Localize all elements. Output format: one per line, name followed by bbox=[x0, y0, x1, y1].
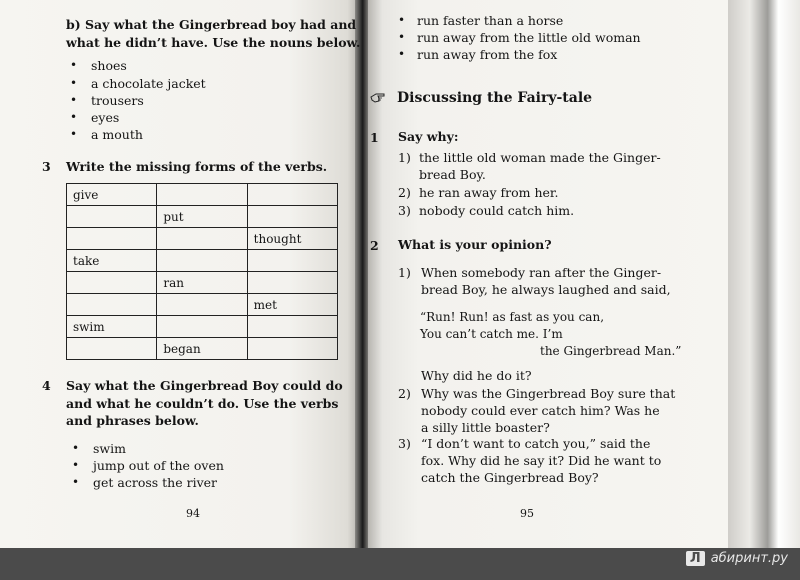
table-cell bbox=[247, 250, 337, 272]
table-cell: take bbox=[67, 250, 157, 272]
question-text: fox. Why did he say it? Did he want to bbox=[421, 453, 662, 468]
bullet-dot: • bbox=[398, 30, 406, 44]
table-row bbox=[67, 272, 338, 294]
bullet-dot: • bbox=[398, 13, 406, 27]
list-item: run away from the little old woman bbox=[417, 30, 641, 45]
book-gutter bbox=[355, 0, 369, 548]
table-cell bbox=[157, 250, 247, 272]
table-cell bbox=[67, 272, 157, 294]
list-item: swim bbox=[93, 441, 126, 456]
exercise-number: 4 bbox=[42, 378, 51, 393]
exercise-number: 3 bbox=[42, 159, 51, 174]
quote-line: You can’t catch me. I’m bbox=[420, 327, 563, 341]
question-text: a silly little boaster? bbox=[421, 420, 550, 435]
bullet-dot: • bbox=[72, 458, 80, 472]
ex3-instruction: Write the missing forms of the verbs. bbox=[66, 159, 328, 174]
list-item: run away from the fox bbox=[417, 47, 558, 62]
list-item: he ran away from her. bbox=[419, 185, 559, 200]
item-label: 1) bbox=[398, 265, 411, 280]
table-cell bbox=[247, 338, 337, 360]
table-row bbox=[67, 294, 338, 316]
table-cell bbox=[67, 338, 157, 360]
table-cell bbox=[157, 184, 247, 206]
ex-b-line1: b) Say what the Gingerbread boy had and bbox=[66, 17, 357, 32]
table-row bbox=[67, 228, 338, 250]
quote-line: the Gingerbread Man.” bbox=[540, 344, 682, 358]
table-cell bbox=[157, 294, 247, 316]
list-item: a mouth bbox=[91, 127, 143, 142]
table-cell: ran bbox=[157, 272, 247, 294]
table-row bbox=[67, 316, 338, 338]
table-cell bbox=[247, 316, 337, 338]
table-row bbox=[67, 338, 338, 360]
table-cell: met bbox=[247, 294, 337, 316]
list-item: bread Boy. bbox=[419, 167, 486, 182]
ex4-line2: and what he couldn’t do. Use the verbs bbox=[66, 396, 339, 411]
question-text: “I don’t want to catch you,” said the bbox=[421, 436, 651, 451]
list-item: run faster than a horse bbox=[417, 13, 564, 28]
bullet-dot: • bbox=[70, 76, 78, 90]
bullet-dot: • bbox=[70, 127, 78, 141]
table-cell: began bbox=[157, 338, 247, 360]
item-label: 3) bbox=[398, 203, 411, 218]
exercise-number: 2 bbox=[370, 238, 379, 253]
question-text: When somebody ran after the Ginger- bbox=[421, 265, 662, 280]
ex1-instruction: Say why: bbox=[398, 129, 459, 144]
list-item: shoes bbox=[91, 58, 127, 73]
question-text: Why did he do it? bbox=[421, 368, 532, 383]
ex2-instruction: What is your opinion? bbox=[398, 237, 552, 252]
list-item: nobody could catch him. bbox=[419, 203, 575, 218]
table-cell bbox=[157, 228, 247, 250]
table-cell bbox=[157, 316, 247, 338]
list-item: jump out of the oven bbox=[93, 458, 224, 473]
table-cell bbox=[67, 294, 157, 316]
table-row bbox=[67, 206, 338, 228]
page-number: 95 bbox=[520, 507, 534, 520]
question-text: bread Boy, he always laughed and said, bbox=[421, 282, 671, 297]
watermark-logo bbox=[686, 551, 788, 566]
list-item: eyes bbox=[91, 110, 120, 125]
watermark-logo-box: Л bbox=[686, 551, 705, 566]
question-text: catch the Gingerbread Boy? bbox=[421, 470, 599, 485]
list-item: the little old woman made the Ginger- bbox=[419, 150, 661, 165]
item-label: 1) bbox=[398, 150, 411, 165]
table-cell: give bbox=[67, 184, 157, 206]
verb-forms-table bbox=[66, 183, 338, 360]
question-text: nobody could ever catch him? Was he bbox=[421, 403, 660, 418]
ex4-line1: Say what the Gingerbread Boy could do bbox=[66, 378, 343, 393]
watermark-text: абиринт.ру bbox=[710, 551, 788, 566]
bullet-dot: • bbox=[70, 110, 78, 124]
section-heading: Discussing the Fairy-tale bbox=[397, 90, 593, 106]
item-label: 3) bbox=[398, 436, 411, 451]
table-cell bbox=[247, 272, 337, 294]
pointing-hand-icon bbox=[370, 90, 386, 104]
page-number: 94 bbox=[186, 507, 200, 520]
ex4-line3: and phrases below. bbox=[66, 413, 199, 428]
table-cell bbox=[247, 206, 337, 228]
exercise-number: 1 bbox=[370, 130, 379, 145]
quote-line: “Run! Run! as fast as you can, bbox=[420, 310, 605, 324]
question-text: Why was the Gingerbread Boy sure that bbox=[421, 386, 676, 401]
bullet-dot: • bbox=[70, 93, 78, 107]
table-cell bbox=[67, 206, 157, 228]
list-item: trousers bbox=[91, 93, 144, 108]
bullet-dot: • bbox=[72, 475, 80, 489]
ex-b-line2: what he didn’t have. Use the nouns below. bbox=[66, 35, 361, 50]
table-cell: swim bbox=[67, 316, 157, 338]
table-cell bbox=[67, 228, 157, 250]
bullet-dot: • bbox=[398, 47, 406, 61]
table-row bbox=[67, 250, 338, 272]
item-label: 2) bbox=[398, 386, 411, 401]
table-row bbox=[67, 184, 338, 206]
page-edges bbox=[728, 0, 800, 548]
list-item: a chocolate jacket bbox=[91, 76, 206, 91]
table-cell bbox=[247, 184, 337, 206]
table-cell: put bbox=[157, 206, 247, 228]
table-cell: thought bbox=[247, 228, 337, 250]
bullet-dot: • bbox=[72, 441, 80, 455]
list-item: get across the river bbox=[93, 475, 218, 490]
bottom-strip bbox=[0, 548, 800, 580]
item-label: 2) bbox=[398, 185, 411, 200]
bullet-dot: • bbox=[70, 58, 78, 72]
